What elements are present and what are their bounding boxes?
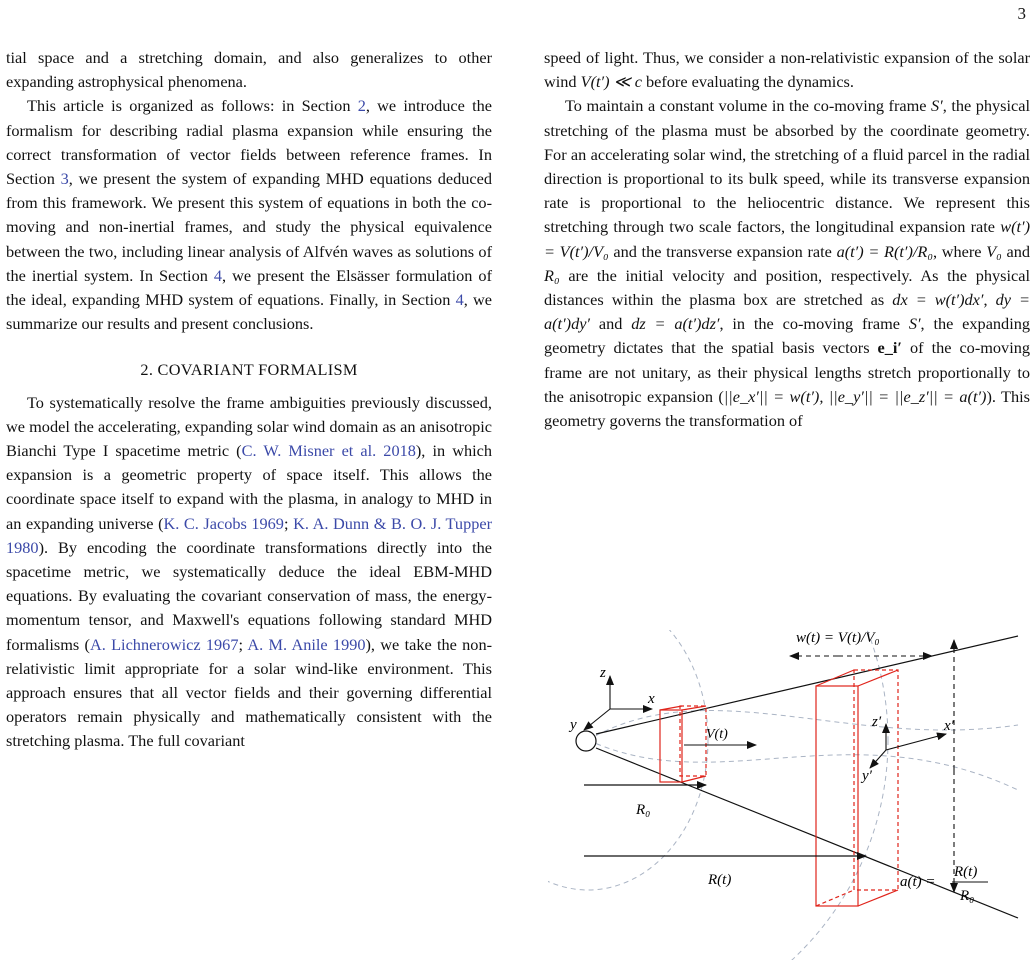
axis-label-z: z (600, 665, 606, 681)
expansion-diagram (548, 630, 1028, 960)
math-inline: S′ (931, 96, 943, 116)
citation-jacobs[interactable]: K. C. Jacobs 1969 (163, 513, 284, 533)
section-ref-2[interactable]: 2 (357, 96, 366, 116)
sun-circle (576, 731, 596, 751)
label-w: w(t) = V(t)/V₀ (796, 630, 880, 646)
citation-lichnerowicz[interactable]: A. Lichnerowicz 1967 (89, 634, 239, 654)
math-inline: R₀ (544, 265, 560, 285)
math-inline: V(t′) ≪ c (580, 72, 642, 92)
label-a-numerator: R(t) (954, 864, 978, 880)
label-a-lhs: a(t) = (900, 874, 936, 890)
math-inline: dx = w(t′)dx′ (892, 290, 984, 310)
axis-label-x: x (648, 691, 655, 707)
label-a-denominator: R₀ (960, 888, 975, 904)
axis-label-xprime: x′ (944, 718, 954, 734)
formalism-paragraph: To systematically resolve the frame ambiguities previously discussed, we model the accelerating, expanding solar wind domain as an anisotropic Bianchi Type I spacetime metric (C. W. Misner et al. 2018), in which expansion is a geometric property of space itself. This allows the coordinate space itself to expand with the plasma, in analogy to MHD in an expanding universe (K. C. Jacobs 1969; K. A. Dunn & B. O. J. Tupper 1980). By encoding the coordinate transformations directly into the spacetime metric, we systematically deduce the ideal EBM-MHD equations. By evaluating the covariant conservation of mass, the energy-momentum tensor, and Maxwell's equations following standard MHD formalisms (A. Lichnerowicz 1967; A. M. Anile 1990), we take the non-relativistic limit appropriate for a solar wind-like environment. This approach ensures that all vector fields and their governing differential operators remain physically and mathematically consistent with the stretching plasma. The full covariant (6, 392, 493, 751)
section-ref-4b[interactable]: 4 (455, 290, 464, 310)
math-inline: V₀ (986, 241, 1002, 261)
section-ref-4[interactable]: 4 (213, 265, 223, 285)
math-inline: dy = a(t′)dy′ (544, 290, 1030, 334)
intro-paragraph-end: tial space and a stretching domain, and also generalizes to other expanding astrophysical phenomena. (6, 48, 492, 92)
label-rt: R(t) (708, 872, 732, 888)
math-inline: e_i′ (877, 338, 903, 358)
axis-label-zprime: z′ (872, 714, 882, 730)
expansion-figure (548, 630, 1028, 960)
math-inline: ||e_x′|| = w(t′), ||e_y′|| = ||e_z′|| = a(t′) (723, 386, 987, 406)
math-inline: dz = a(t′)dz′ (631, 314, 720, 334)
right-column (544, 46, 1030, 433)
cone-lower-line (596, 748, 1018, 918)
citation-misner[interactable]: C. W. Misner et al. 2018 (241, 441, 416, 461)
axis-label-yprime: y′ (862, 768, 872, 784)
left-column (6, 46, 492, 754)
comoving-axes (870, 724, 946, 768)
label-velocity: V(t) (706, 727, 728, 742)
math-inline: S′ (908, 314, 921, 334)
organization-paragraph: This article is organized as follows: in Section 2, we introduce the formalism for describing radial plasma expansion while ensuring the correct transformation of vector fields between reference frames. In Section 3, we present the system of expanding MHD equations deduced from this framework. We present this system of equations in both the co-moving and non-inertial frames, and study the physical equivalence between the two, including linear analysis of Alfvén waves as solutions of the inertial system. In Section 4, we present the Elsässer formulation of the ideal, expanding MHD system of equations. Finally, in Section 4, we summarize our results and present conclusions. (6, 96, 492, 334)
math-inline: w(t′) = V(t′)/V₀ (544, 217, 1030, 261)
axis-label-y: y (570, 717, 577, 733)
frame-axes (584, 676, 652, 730)
nonrelativistic-paragraph: speed of light. Thus, we consider a non-relativistic expansion of the solar wind V(t′) ≪ c before evaluating the dynamics. (544, 48, 1030, 92)
citation-anile[interactable]: A. M. Anile 1990 (247, 634, 366, 654)
page-number: 3 (1017, 4, 1026, 23)
citation-dunn-tupper[interactable]: K. A. Dunn & B. O. J. Tupper 1980 (6, 513, 492, 557)
section-ref-3[interactable]: 3 (60, 169, 69, 189)
stretching-paragraph: To maintain a constant volume in the co-moving frame S′, the physical stretching of the plasma must be absorbed by the coordinate geometry. For an accelerating solar wind, the stretching of a fluid parcel in the radial direction is proportional to its bulk speed, while its transverse expansion rate is proportional to the heliocentric distance. We represent this stretching through two scale factors, the longitudinal expansion rate w(t′) = V(t′)/V₀ and the transverse expansion rate a(t′) = R(t′)/R₀, where V₀ and R₀ are the initial velocity and position, respectively. As the physical distances within the plasma box are stretched as dx = w(t′)dx′, dy = a(t′)dy′ and dz = a(t′)dz′, in the co-moving frame S′, the expanding geometry dictates that the spatial basis vectors e_i′ of the co-moving frame are not unitary, as their physical lengths stretch proportionally to the anisotropic expansion (||e_x′|| = w(t′), ||e_y′|| = ||e_z′|| = a(t′)). This geometry governs the transformation of (544, 96, 1031, 431)
math-inline: a(t′) = R(t′)/R₀ (836, 241, 933, 261)
label-r0: R₀ (636, 802, 651, 818)
section-heading: 2. COVARIANT FORMALISM (140, 360, 358, 380)
guide-arcs (548, 630, 1018, 960)
cone-upper-line (596, 636, 1018, 734)
